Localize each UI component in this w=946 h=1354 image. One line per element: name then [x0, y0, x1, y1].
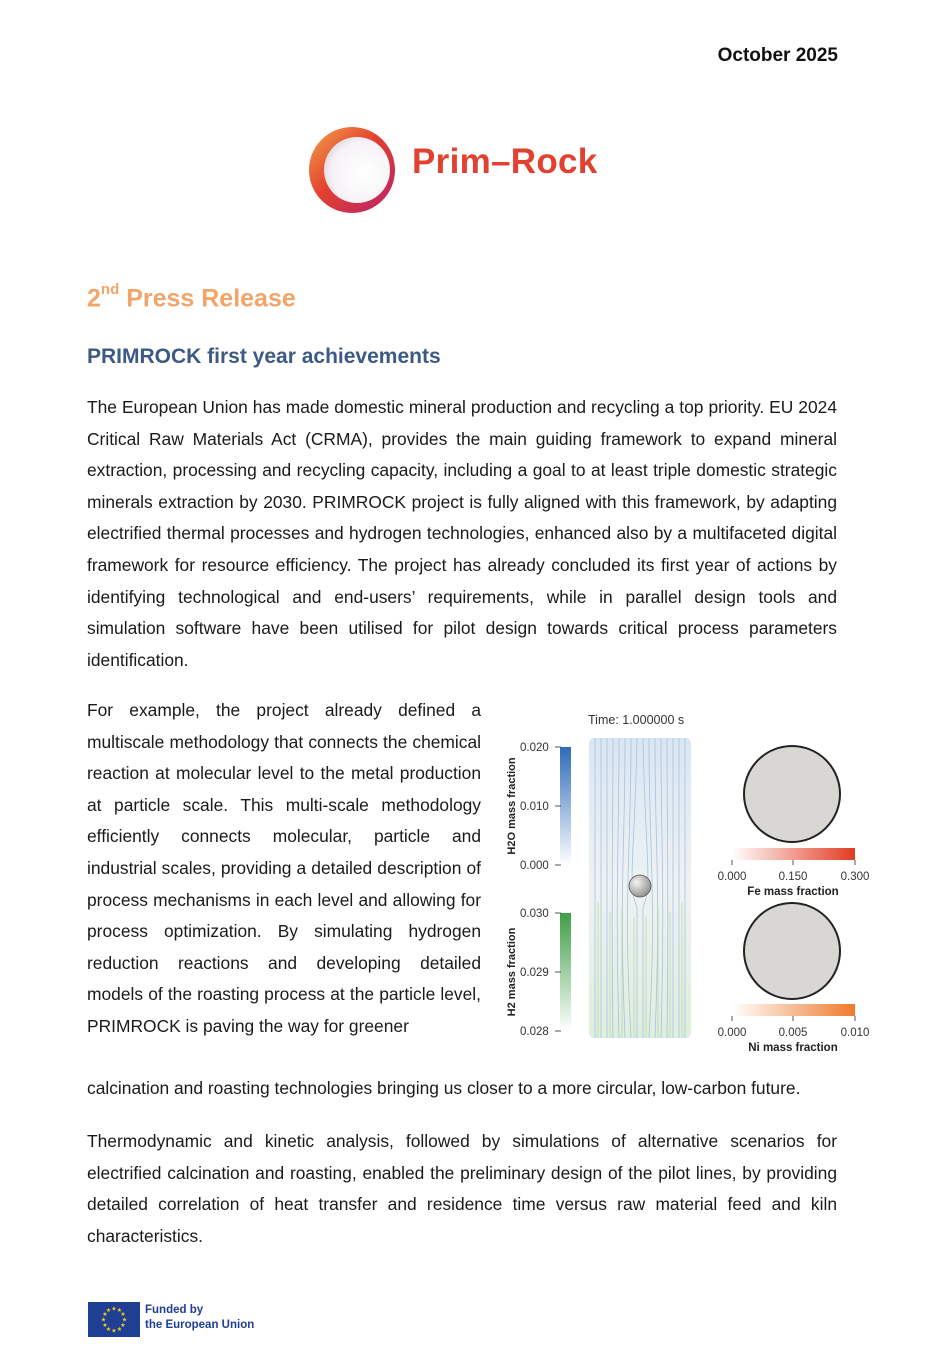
svg-text:★: ★	[102, 1311, 108, 1318]
fe-tick-max: 0.300	[840, 871, 870, 883]
press-release-label: Press Release	[126, 284, 296, 313]
logo-wordmark: Prim–Rock	[412, 142, 598, 181]
fe-colorbar	[732, 848, 855, 860]
h2-tick-min: 0.028	[520, 1026, 549, 1038]
press-release-title	[87, 281, 296, 313]
ni-particle-circle	[744, 903, 840, 999]
ni-axis-label: Ni mass fraction	[748, 1042, 838, 1054]
ni-tick-mid: 0.005	[778, 1027, 808, 1039]
svg-text:★: ★	[102, 1322, 108, 1329]
h2-tick-max: 0.030	[520, 908, 549, 920]
svg-text:★: ★	[116, 1326, 123, 1333]
svg-text:★: ★	[116, 1307, 123, 1314]
press-release-suffix: nd	[100, 281, 120, 298]
eu-flag-icon	[88, 1302, 140, 1337]
svg-text:★: ★	[111, 1305, 117, 1313]
ni-tick-max: 0.010	[840, 1027, 870, 1039]
h2o-tick-mid: 0.010	[520, 801, 549, 813]
paragraph-intro: The European Union has made domestic mineral production and recycling a top priority. EU 2024 Critical Raw Materials Act (CRMA), provides the main guiding framework to expand mineral extraction, processing and recycling capacity, including a goal to at least triple domestic strategic minerals extraction by 2030. PRIMROCK project is fully aligned with this framework, by adapting electrified thermal processes and hydrogen technologies, enhanced also by a multifaceted digital framework for resource efficiency. The project has already concluded its first year of actions by identifying technological and end-users’ requirements, while in parallel design tools and simulation software have been utilised for pilot design towards critical process parameters identification.	[87, 397, 837, 670]
h2o-axis-label: H2O mass fraction	[506, 757, 518, 855]
prim-rock-logo	[306, 124, 636, 219]
particle-sphere	[629, 875, 651, 897]
ni-tick-min: 0.000	[717, 1027, 747, 1039]
page-subtitle: PRIMROCK first year achievements	[87, 345, 441, 368]
ring-logo-icon	[306, 124, 402, 219]
fe-tick-min: 0.000	[717, 871, 747, 883]
fe-particle-circle	[744, 746, 840, 842]
funding-footer	[88, 1300, 348, 1338]
svg-text:★: ★	[121, 1316, 128, 1324]
paragraph-analysis: Thermodynamic and kinetic analysis, followed by simulations of alternative scenarios for electrified calcination and roasting, enabled the preliminary design of the pilot lines, by providing detailed correlation of heat transfer and residence time versus raw material feed and kiln characteristics.	[87, 1131, 837, 1246]
h2o-tick-min: 0.000	[520, 860, 549, 872]
time-label: Time: 1.000000 s	[588, 713, 685, 727]
paragraph-example-end: calcination and roasting technologies bringing us closer to a more circular, low-carbon future.	[87, 1078, 801, 1098]
h2o-colorbar	[560, 747, 571, 865]
simulation-figure	[495, 702, 885, 1062]
svg-text:★: ★	[111, 1327, 117, 1335]
h2-colorbar	[560, 913, 571, 1031]
document-date: October 2025	[717, 45, 838, 66]
h2o-tick-max: 0.020	[520, 742, 549, 754]
svg-text:★: ★	[105, 1307, 112, 1314]
svg-text:★: ★	[100, 1316, 107, 1324]
h2-axis-label: H2 mass fraction	[506, 927, 518, 1017]
svg-text:★: ★	[120, 1311, 126, 1318]
svg-text:★: ★	[105, 1326, 112, 1333]
reactor-simulation-domain	[589, 738, 691, 1038]
funding-line-1: Funded by	[145, 1304, 204, 1316]
ni-colorbar	[732, 1004, 855, 1016]
funding-text	[145, 1303, 254, 1333]
press-release-number: 2	[87, 284, 101, 313]
svg-text:★: ★	[120, 1322, 126, 1329]
funding-line-2: the European Union	[145, 1319, 255, 1331]
paragraph-example: For example, the project already defined a multiscale methodology that connects the chemical reaction at molecular level to the metal production at particle scale. This multi-scale methodology efficiently connects molecular, particle and industrial scales, providing a detailed description of process mechanisms in each level and allowing for process optimization. By simulating hydrogen reduction reactions and developing detailed models of the roasting process at the particle level, PRIMROCK is paving the way for greener	[87, 700, 481, 1036]
h2-tick-mid: 0.029	[520, 967, 549, 979]
fe-axis-label: Fe mass fraction	[747, 886, 839, 898]
fe-tick-mid: 0.150	[778, 871, 808, 883]
